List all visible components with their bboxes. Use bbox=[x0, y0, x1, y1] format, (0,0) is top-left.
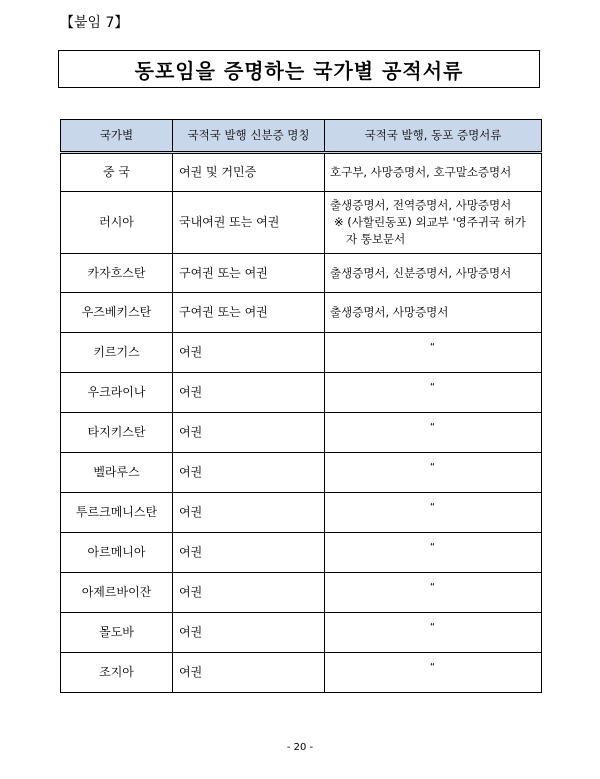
proof-documents-cell: 호구부, 사망증명서, 호구말소증명서 bbox=[325, 153, 542, 192]
ditto-mark-cell: “ bbox=[325, 413, 542, 453]
country-cell: 아제르바이잔 bbox=[61, 573, 173, 613]
page-number: - 20 - bbox=[286, 742, 314, 753]
table-row bbox=[61, 373, 542, 413]
id-document-cell: 여권 및 거민증 bbox=[173, 153, 325, 192]
document-title: 동포임을 증명하는 국가별 공적서류 bbox=[134, 58, 464, 83]
sakhalin-note-line: ※ (사할린동포) 외교부 '영주귀국 허가 bbox=[334, 215, 526, 229]
ditto-mark-cell: “ bbox=[325, 453, 542, 493]
country-cell: 카자흐스탄 bbox=[61, 254, 173, 293]
country-cell: 아르메니아 bbox=[61, 533, 173, 573]
ditto-mark-cell: “ bbox=[325, 653, 542, 693]
ditto-mark-cell: “ bbox=[325, 333, 542, 373]
table-row bbox=[61, 493, 542, 533]
table-row bbox=[61, 293, 542, 333]
table-row bbox=[61, 533, 542, 573]
id-document-cell: 구여권 또는 여권 bbox=[173, 254, 325, 293]
id-document-cell: 국내여권 또는 여권 bbox=[173, 192, 325, 254]
header-proof-documents: 국적국 발행, 동포 증명서류 bbox=[325, 120, 542, 153]
table-row bbox=[61, 653, 542, 693]
proof-documents-cell bbox=[325, 192, 542, 254]
country-cell: 키르기스 bbox=[61, 333, 173, 373]
table-row bbox=[61, 254, 542, 293]
table-row bbox=[61, 192, 542, 254]
id-document-cell: 여권 bbox=[173, 493, 325, 533]
ditto-mark-cell: “ bbox=[325, 573, 542, 613]
sakhalin-note-continuation: 자 통보문서 bbox=[346, 232, 406, 246]
id-document-cell: 여권 bbox=[173, 333, 325, 373]
country-cell: 중 국 bbox=[61, 153, 173, 192]
table-header-row bbox=[61, 120, 542, 153]
id-document-cell: 여권 bbox=[173, 453, 325, 493]
attachment-label: 【붙임 7】 bbox=[60, 15, 129, 31]
country-cell: 우즈베키스탄 bbox=[61, 293, 173, 333]
id-document-cell: 여권 bbox=[173, 573, 325, 613]
country-cell: 벨라루스 bbox=[61, 453, 173, 493]
ditto-mark-cell: “ bbox=[325, 533, 542, 573]
table-row bbox=[61, 573, 542, 613]
ditto-mark-cell: “ bbox=[325, 493, 542, 533]
country-cell: 우크라이나 bbox=[61, 373, 173, 413]
table-row bbox=[61, 613, 542, 653]
id-document-cell: 여권 bbox=[173, 373, 325, 413]
id-document-cell: 여권 bbox=[173, 533, 325, 573]
ditto-mark-cell: “ bbox=[325, 613, 542, 653]
country-documents-table bbox=[60, 119, 542, 693]
id-document-cell: 여권 bbox=[173, 413, 325, 453]
country-cell: 타지키스탄 bbox=[61, 413, 173, 453]
table-row bbox=[61, 333, 542, 373]
proof-documents-cell: 출생증명서, 신분증명서, 사망증명서 bbox=[325, 254, 542, 293]
country-cell: 조지아 bbox=[61, 653, 173, 693]
header-id-document: 국적국 발행 신분증 명칭 bbox=[173, 120, 325, 153]
id-document-cell: 구여권 또는 여권 bbox=[173, 293, 325, 333]
table-row bbox=[61, 153, 542, 192]
proof-documents-line: 출생증명서, 전역증명서, 사망증명서 bbox=[330, 198, 512, 212]
id-document-cell: 여권 bbox=[173, 613, 325, 653]
document-title-box bbox=[58, 50, 540, 88]
country-cell: 러시아 bbox=[61, 192, 173, 254]
id-document-cell: 여권 bbox=[173, 653, 325, 693]
table-row bbox=[61, 413, 542, 453]
table-row bbox=[61, 453, 542, 493]
proof-documents-cell: 출생증명서, 사망증명서 bbox=[325, 293, 542, 333]
country-cell: 몰도바 bbox=[61, 613, 173, 653]
ditto-mark-cell: “ bbox=[325, 373, 542, 413]
header-country: 국가별 bbox=[61, 120, 173, 153]
country-cell: 투르크메니스탄 bbox=[61, 493, 173, 533]
